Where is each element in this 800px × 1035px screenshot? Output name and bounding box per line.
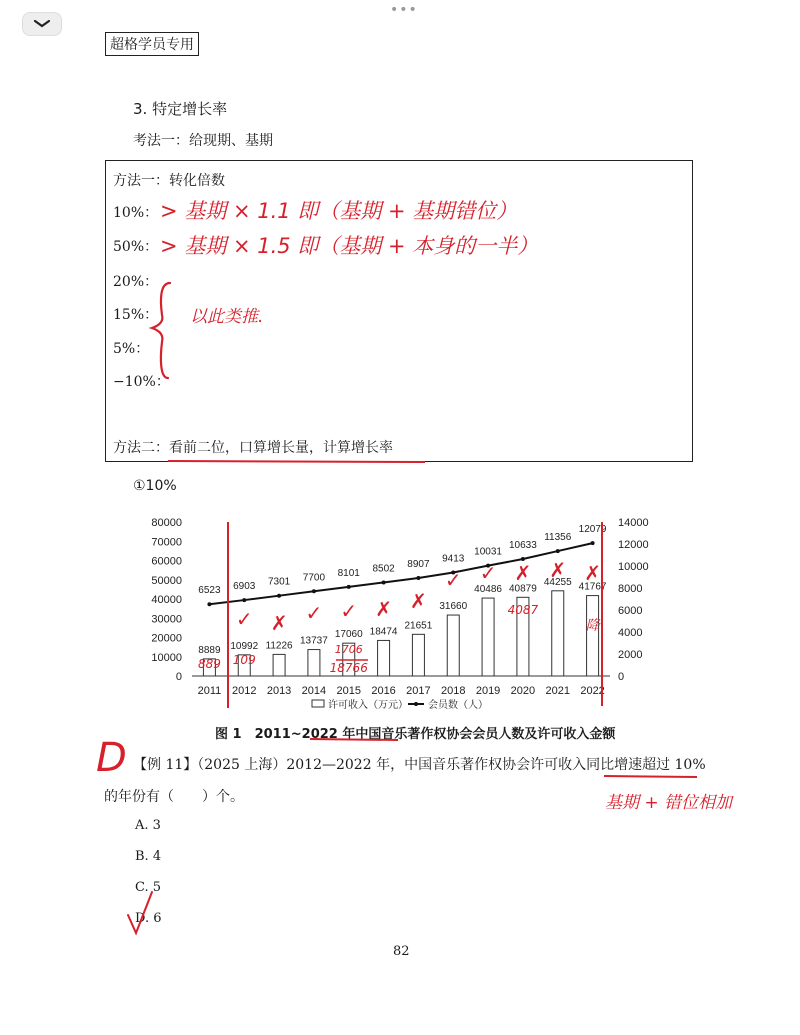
bar-data-label: 41767	[578, 581, 607, 593]
line-data-label: 8907	[407, 559, 430, 571]
method1-title: 方法一：转化倍数	[113, 173, 225, 189]
handwritten-mark: ✓	[479, 561, 497, 585]
y-right-tick-label: 6000	[618, 605, 643, 617]
legend-bar-label: 许可收入（万元）	[328, 700, 408, 711]
handwritten-underline-caption	[310, 739, 398, 740]
handwritten-calc-2011: 889	[197, 657, 221, 671]
handwritten-calc-2015a: 1706	[334, 643, 363, 656]
line-data-label: 8101	[337, 567, 360, 579]
option-c[interactable]: C. 5	[135, 880, 162, 895]
x-tick-label: 2021	[545, 685, 570, 697]
bar-data-label: 17060	[334, 629, 363, 641]
y-left-tick-label: 70000	[151, 536, 182, 549]
handwritten-underline-method2	[168, 461, 425, 462]
y-right-tick-label: 2000	[618, 649, 643, 661]
handwritten-note-10: > 基期 × 1.1 即（基期 + 基期错位）	[160, 199, 518, 223]
y-right-tick-label: 0	[618, 671, 625, 683]
line-data-label: 6523	[198, 585, 221, 597]
x-tick-label: 2014	[301, 685, 327, 697]
x-tick-label: 2011	[197, 685, 222, 697]
bar-data-label: 13737	[300, 635, 328, 647]
bar-data-label: 10992	[230, 640, 259, 652]
question-line2: 的年份有（ ）个。	[104, 789, 244, 805]
question-source: （2025 上海）	[197, 757, 287, 773]
rate-label-50: 50%：	[113, 239, 159, 255]
y-right-tick-label: 12000	[618, 539, 649, 551]
handwritten-mark: ✗	[270, 611, 288, 635]
y-left-tick-label: 0	[175, 671, 182, 683]
case-label: ①10%	[133, 478, 177, 494]
x-tick-label: 2019	[475, 685, 501, 697]
y-right-tick-label: 4000	[618, 627, 643, 639]
handwritten-check-d	[128, 892, 152, 933]
handwritten-mark: ✗	[549, 558, 567, 582]
rate-label-20: 20%：	[113, 274, 159, 290]
rate-label-minus10: −10%：	[113, 374, 170, 390]
handwritten-mark: ✓	[305, 601, 323, 625]
option-a[interactable]: A. 3	[135, 818, 161, 833]
handwritten-mark: ✓	[444, 568, 462, 592]
bar-data-label: 40879	[509, 583, 537, 595]
y-right-tick-label: 10000	[618, 561, 649, 573]
section-subtitle: 考法一：给现期、基期	[133, 133, 273, 149]
line-data-label: 12079	[578, 524, 607, 536]
y-left-tick-label: 40000	[151, 594, 182, 606]
x-tick-label: 2017	[406, 685, 431, 697]
student-tag: 超格学员专用	[105, 32, 199, 56]
handwritten-note-2022: 降	[585, 618, 600, 634]
x-tick-label: 2016	[371, 685, 396, 697]
y-left-tick-label: 80000	[151, 517, 182, 529]
rate-label-5: 5%：	[113, 341, 150, 357]
bar-data-label: 8889	[198, 644, 221, 656]
handwritten-note-50: > 基期 × 1.5 即（基期 + 本身的一半）	[160, 234, 539, 258]
bar-data-label: 44255	[543, 576, 572, 588]
x-tick-label: 2015	[336, 685, 361, 697]
chart-caption: 图 1 2011~2022 年中国音乐著作权协会会员人数及许可收入金额	[215, 727, 616, 742]
handwritten-mark: ✗	[514, 561, 532, 585]
bar-data-label: 21651	[404, 620, 433, 632]
handwritten-mark: ✓	[235, 607, 253, 631]
section-title: 3. 特定增长率	[133, 100, 228, 118]
handwritten-mark: ✗	[410, 589, 427, 613]
handwritten-brace	[152, 283, 170, 378]
menu-dots-icon[interactable]: •••	[390, 2, 418, 18]
bar-data-label: 40486	[474, 584, 502, 596]
y-right-tick-label: 14000	[618, 517, 649, 529]
handwritten-calc-2015b: 18766	[329, 661, 368, 675]
rate-label-15: 15%：	[113, 307, 159, 323]
line-data-label: 6903	[233, 581, 256, 593]
bar-data-label: 18474	[369, 626, 398, 638]
handwritten-answer-d: D	[96, 735, 127, 781]
y-left-tick-label: 30000	[151, 613, 182, 626]
line-data-label: 10031	[474, 546, 502, 558]
line-data-label: 9413	[442, 553, 465, 565]
line-data-label: 7301	[267, 576, 291, 588]
handwritten-underline-question	[604, 776, 697, 777]
handwritten-mark: ✓	[340, 599, 358, 623]
legend-line-label: 会员数（人）	[428, 700, 488, 711]
x-tick-label: 2022	[580, 685, 605, 697]
handwritten-mark: ✗	[584, 561, 601, 585]
line-data-label: 7700	[302, 572, 326, 584]
y-left-tick-label: 20000	[151, 632, 182, 645]
handwritten-note-add: 基期 + 错位相加	[605, 793, 733, 813]
y-left-tick-label: 10000	[151, 651, 182, 664]
x-tick-label: 2013	[266, 685, 292, 697]
bar-data-label: 11226	[265, 640, 293, 652]
question-label: 【例 11】	[133, 757, 198, 773]
option-b[interactable]: B. 4	[135, 849, 162, 864]
method2-text: 方法二：看前二位，口算增长量，计算增长率	[113, 440, 393, 456]
rate-label-10: 10%：	[113, 205, 159, 221]
handwritten-note-bracket: 以此类推.	[190, 307, 264, 327]
handwritten-calc-2012: 109	[232, 653, 256, 667]
bar-data-label: 31660	[439, 601, 468, 613]
handwritten-mark: ✗	[375, 597, 392, 621]
y-left-tick-label: 50000	[151, 574, 182, 587]
y-left-tick-label: 60000	[151, 555, 182, 568]
x-tick-label: 2020	[510, 685, 536, 697]
y-right-tick-label: 8000	[618, 583, 643, 595]
question-stem: 2012—2022 年，中国音乐著作权协会许可收入同比增速超过 10%	[286, 757, 706, 773]
line-data-label: 11356	[544, 532, 572, 544]
handwritten-calc-2020: 4087	[507, 603, 539, 617]
x-tick-label: 2018	[441, 685, 466, 697]
option-d[interactable]: D. 6	[135, 911, 162, 926]
x-tick-label: 2012	[232, 685, 257, 697]
line-data-label: 10633	[509, 540, 537, 552]
page-number: 82	[393, 944, 410, 959]
line-data-label: 8502	[372, 563, 395, 575]
